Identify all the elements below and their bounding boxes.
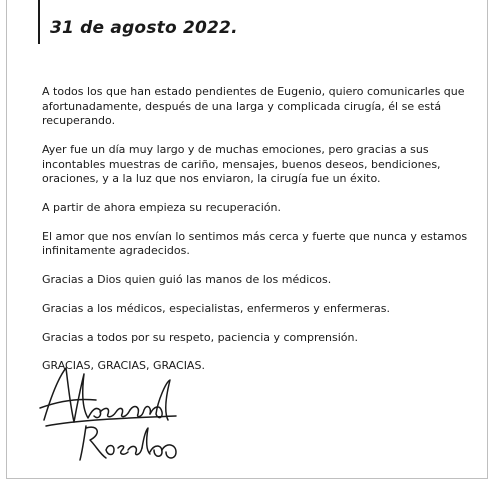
paragraph-4: El amor que nos envían lo sentimos más cerca y fuerte que nunca y estamos infinitamente agradecidos. — [42, 229, 468, 258]
letter-body — [42, 85, 472, 388]
paragraph-8: GRACIAS, GRACIAS, GRACIAS. — [42, 359, 205, 373]
letter-date: 31 de agosto 2022. — [50, 18, 238, 38]
paragraph-2: Ayer fue un día muy largo y de muchas emociones, pero gracias a sus incontables muestras de cariño, mensajes, buenos deseos, bendiciones, oraciones, y a la luz que nos enviaron, la cirugía fue un éxito. — [42, 142, 441, 186]
paragraph-6: Gracias a los médicos, especialistas, enfermeros y enfermeras. — [42, 301, 390, 315]
paragraph-3: A partir de ahora empieza su recuperación. — [42, 200, 281, 214]
paragraph-7: Gracias a todos por su respeto, paciencia y comprensión. — [42, 330, 358, 344]
paragraph-1: A todos los que han estado pendientes de Eugenio, quiero comunicarles que afortunadamente, después de una larga y complicada cirugía, él se está recuperando. — [42, 85, 465, 128]
paragraph-5: Gracias a Dios quien guió las manos de los médicos. — [42, 273, 332, 287]
handwritten-signature — [36, 360, 186, 465]
date-rule — [38, 0, 40, 44]
